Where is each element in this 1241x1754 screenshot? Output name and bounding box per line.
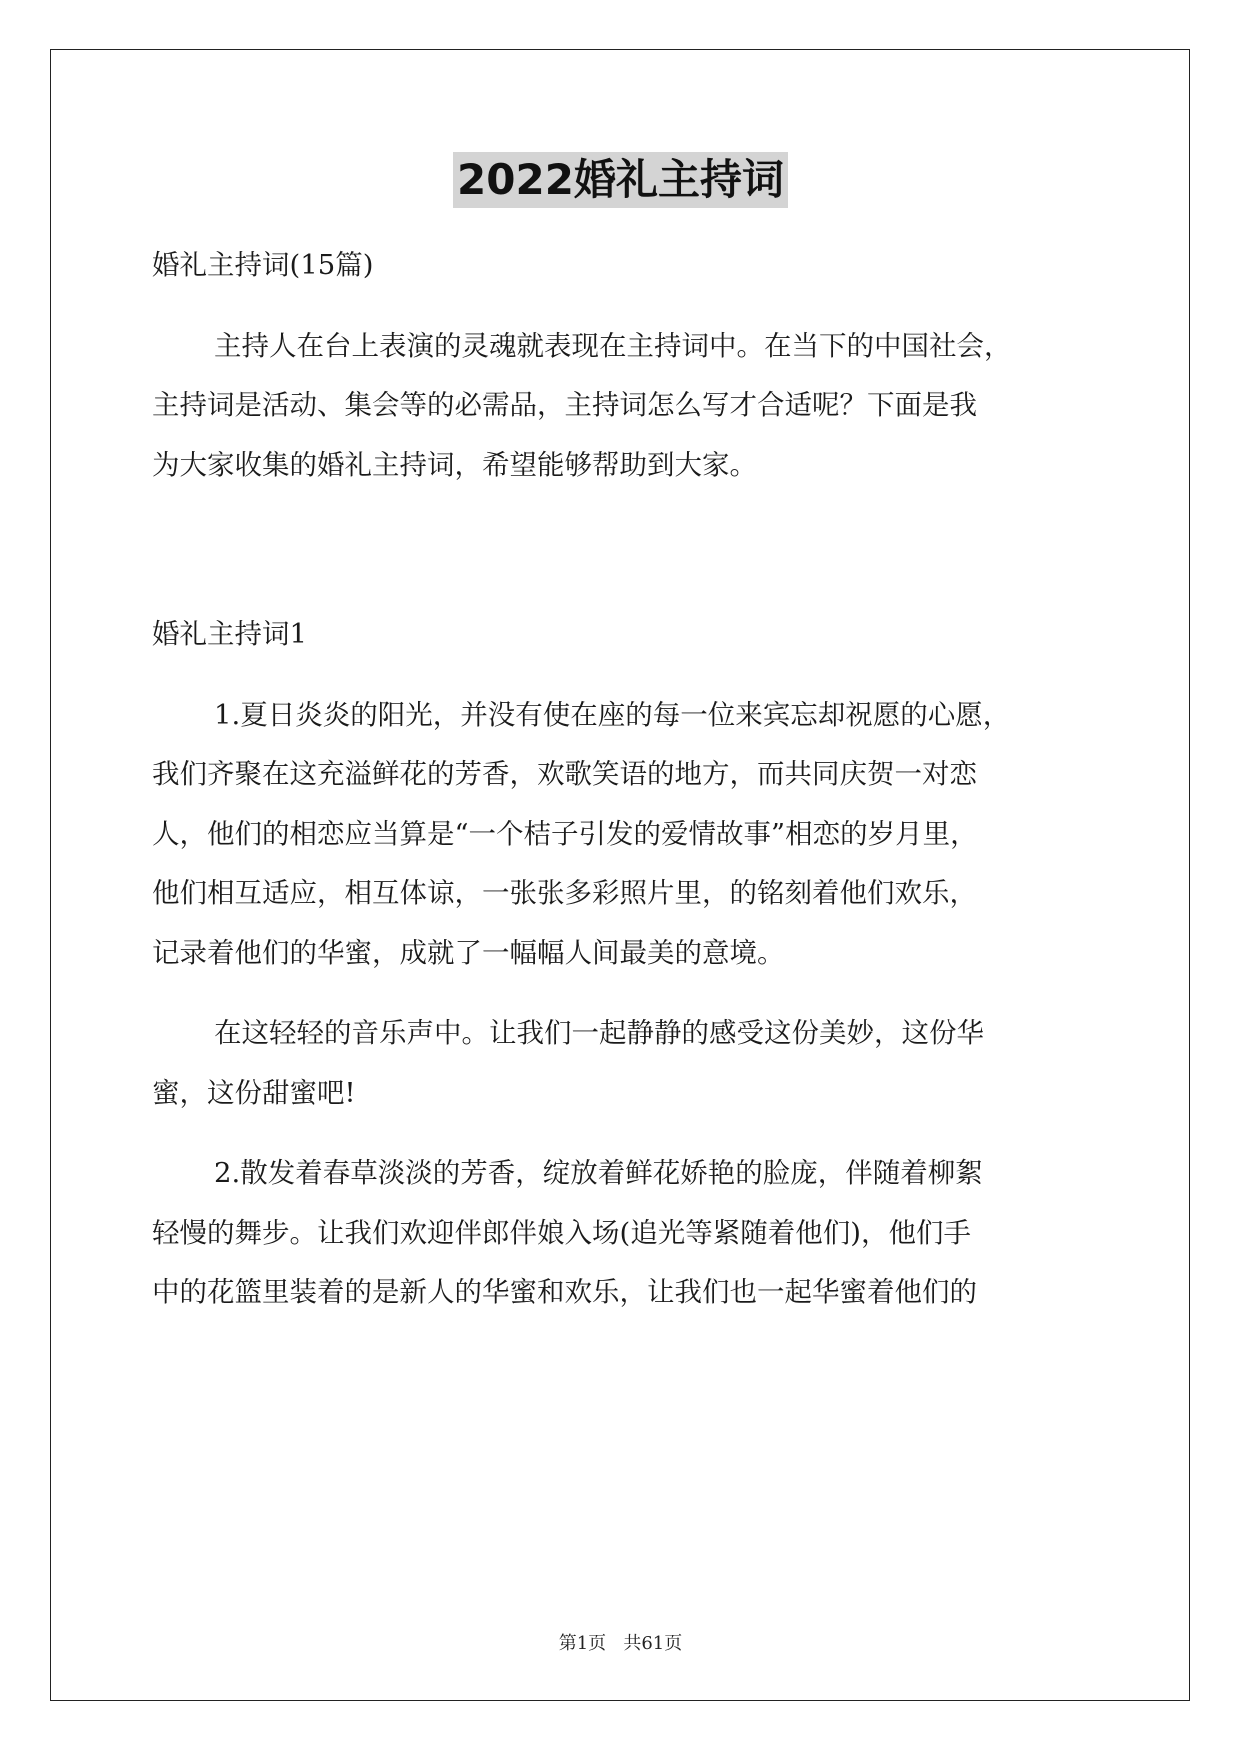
subtitle: 婚礼主持词(15篇) <box>152 249 374 281</box>
text-line: 在这轻轻的音乐声中。让我们一起静静的感受这份美妙，这份华 <box>214 1017 984 1049</box>
text-line: 中的花篮里装着的是新人的华蜜和欢乐，让我们也一起华蜜着他们的 <box>152 1276 977 1308</box>
title-wrap <box>0 152 1241 208</box>
paragraph-1 <box>152 686 1090 984</box>
text-line: 1.夏日炎炎的阳光，并没有使在座的每一位来宾忘却祝愿的心愿， <box>214 698 1011 731</box>
paragraph-2 <box>152 1004 1090 1123</box>
text-line: 记录着他们的华蜜，成就了一幅幅人间最美的意境。 <box>152 936 785 969</box>
text-line: 他们相互适应，相互体谅，一张张多彩照片里，的铭刻着他们欢乐， <box>152 877 977 909</box>
paragraph-3 <box>152 1144 1090 1323</box>
text-line: 为大家收集的婚礼主持词，希望能够帮助到大家。 <box>152 448 757 481</box>
text-line: 2.散发着春草淡淡的芳香，绽放着鲜花娇艳的脸庞，伴随着柳絮 <box>214 1157 983 1189</box>
text-line: 主持词是活动、集会等的必需品，主持词怎么写才合适呢？下面是我 <box>152 389 977 421</box>
text-line: 蜜，这份甜蜜吧! <box>152 1076 356 1109</box>
text-line: 人，他们的相恋应当算是“一个桔子引发的爱情故事”相恋的岁月里， <box>152 817 978 850</box>
text-line: 主持人在台上表演的灵魂就表现在主持词中。在当下的中国社会， <box>214 329 1012 362</box>
document-body <box>152 236 1090 1323</box>
document-title: 2022婚礼主持词 <box>453 152 788 208</box>
intro-paragraph <box>152 317 1090 496</box>
text-line: 轻慢的舞步。让我们欢迎伴郎伴娘入场(追光等紧随着他们)，他们手 <box>152 1216 971 1249</box>
page-footer: 第1页 共61页 <box>558 1633 683 1654</box>
text-line: 我们齐聚在这充溢鲜花的芳香，欢歌笑语的地方，而共同庆贺一对恋 <box>152 758 977 790</box>
section-heading: 婚礼主持词1 <box>152 618 307 650</box>
